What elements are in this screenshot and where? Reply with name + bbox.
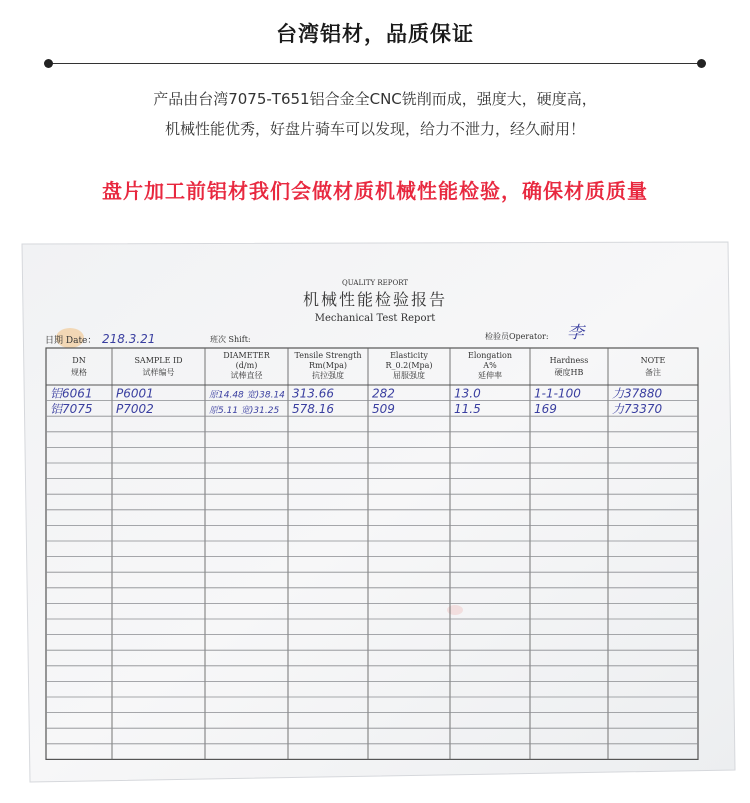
column-header-unit: (d/m)	[235, 361, 258, 370]
column-header-unit: A%	[483, 361, 497, 370]
highlight-headline: 盘片加工前铝材我们会做材质机械性能检验，确保材质质量	[102, 179, 648, 203]
shift-label: 班次 Shift:	[210, 335, 251, 344]
column-header-en: Elasticity	[390, 351, 428, 360]
column-header-en: Elongation	[468, 351, 512, 360]
handwritten-cell: 13.0	[454, 386, 481, 401]
handwritten-cell: 509	[372, 402, 395, 417]
column-header-en: NOTE	[640, 356, 666, 365]
handwritten-cell: 578.16	[292, 402, 334, 417]
handwritten-cell: 313.66	[292, 386, 334, 401]
handwritten-cell: 169	[534, 402, 557, 417]
handwritten-cell: 原14.48 宽)38.14	[209, 390, 285, 401]
operator-label: 检验员Operator:	[485, 332, 549, 341]
test-report-paper	[0, 230, 750, 803]
date-value: 218.3.21	[102, 332, 156, 346]
report-title-cn: 机械性能检验报告	[302, 290, 448, 309]
column-header-en: Hardness	[549, 356, 589, 365]
handwritten-cell: 力73370	[612, 402, 663, 417]
description-line-2: 机械性能优秀，好盘片骑车可以发现，给力不泄力，经久耐用！	[164, 120, 585, 138]
page-title: 台湾铝材，品质保证	[276, 22, 474, 46]
handwritten-cell: 力37880	[612, 386, 663, 401]
test-report-photo	[0, 230, 750, 803]
handwritten-cell: 原5.11 宽)31.25	[209, 406, 280, 417]
column-header-cn: 试样编号	[142, 368, 175, 377]
handwritten-cell: P7002	[116, 402, 154, 417]
column-header-cn: 规格	[71, 368, 87, 377]
paper-stain	[447, 605, 463, 615]
divider-dot-right	[697, 59, 706, 68]
operator-signature: 李	[567, 323, 584, 343]
column-header-cn: 抗拉强度	[312, 371, 344, 380]
date-label: 日期 Date：	[45, 336, 97, 346]
column-header-cn: 硬度HB	[554, 368, 584, 377]
divider-dot-left	[44, 59, 53, 68]
handwritten-cell: 铝6061	[50, 386, 93, 401]
divider-line	[50, 63, 700, 64]
handwritten-cell: 1-1-100	[534, 386, 581, 401]
quality-report-label: QUALITY REPORT	[341, 279, 409, 287]
handwritten-cell: 282	[372, 386, 395, 401]
column-header-en: DIAMETER	[223, 351, 270, 360]
column-header-unit: R_0.2(Mpa)	[385, 361, 433, 370]
column-header-en: Tensile Strength	[294, 351, 362, 360]
report-title-en: Mechanical Test Report	[314, 313, 436, 324]
column-header-unit: Rm(Mpa)	[309, 361, 347, 370]
column-header-en: DN	[72, 356, 86, 365]
column-header-cn: 备注	[645, 368, 661, 377]
column-header-cn: 屈服强度	[393, 371, 425, 380]
column-header-cn: 延伸率	[478, 371, 502, 380]
handwritten-cell: P6001	[116, 386, 154, 401]
description-line-1: 产品由台湾7075-T651铝合金全CNC铣削而成，强度大，硬度高，	[153, 90, 597, 108]
column-header-en: SAMPLE ID	[134, 356, 183, 365]
handwritten-cell: 11.5	[454, 402, 481, 417]
column-header-cn: 试棒直径	[230, 371, 263, 380]
handwritten-cell: 铝7075	[50, 402, 93, 417]
